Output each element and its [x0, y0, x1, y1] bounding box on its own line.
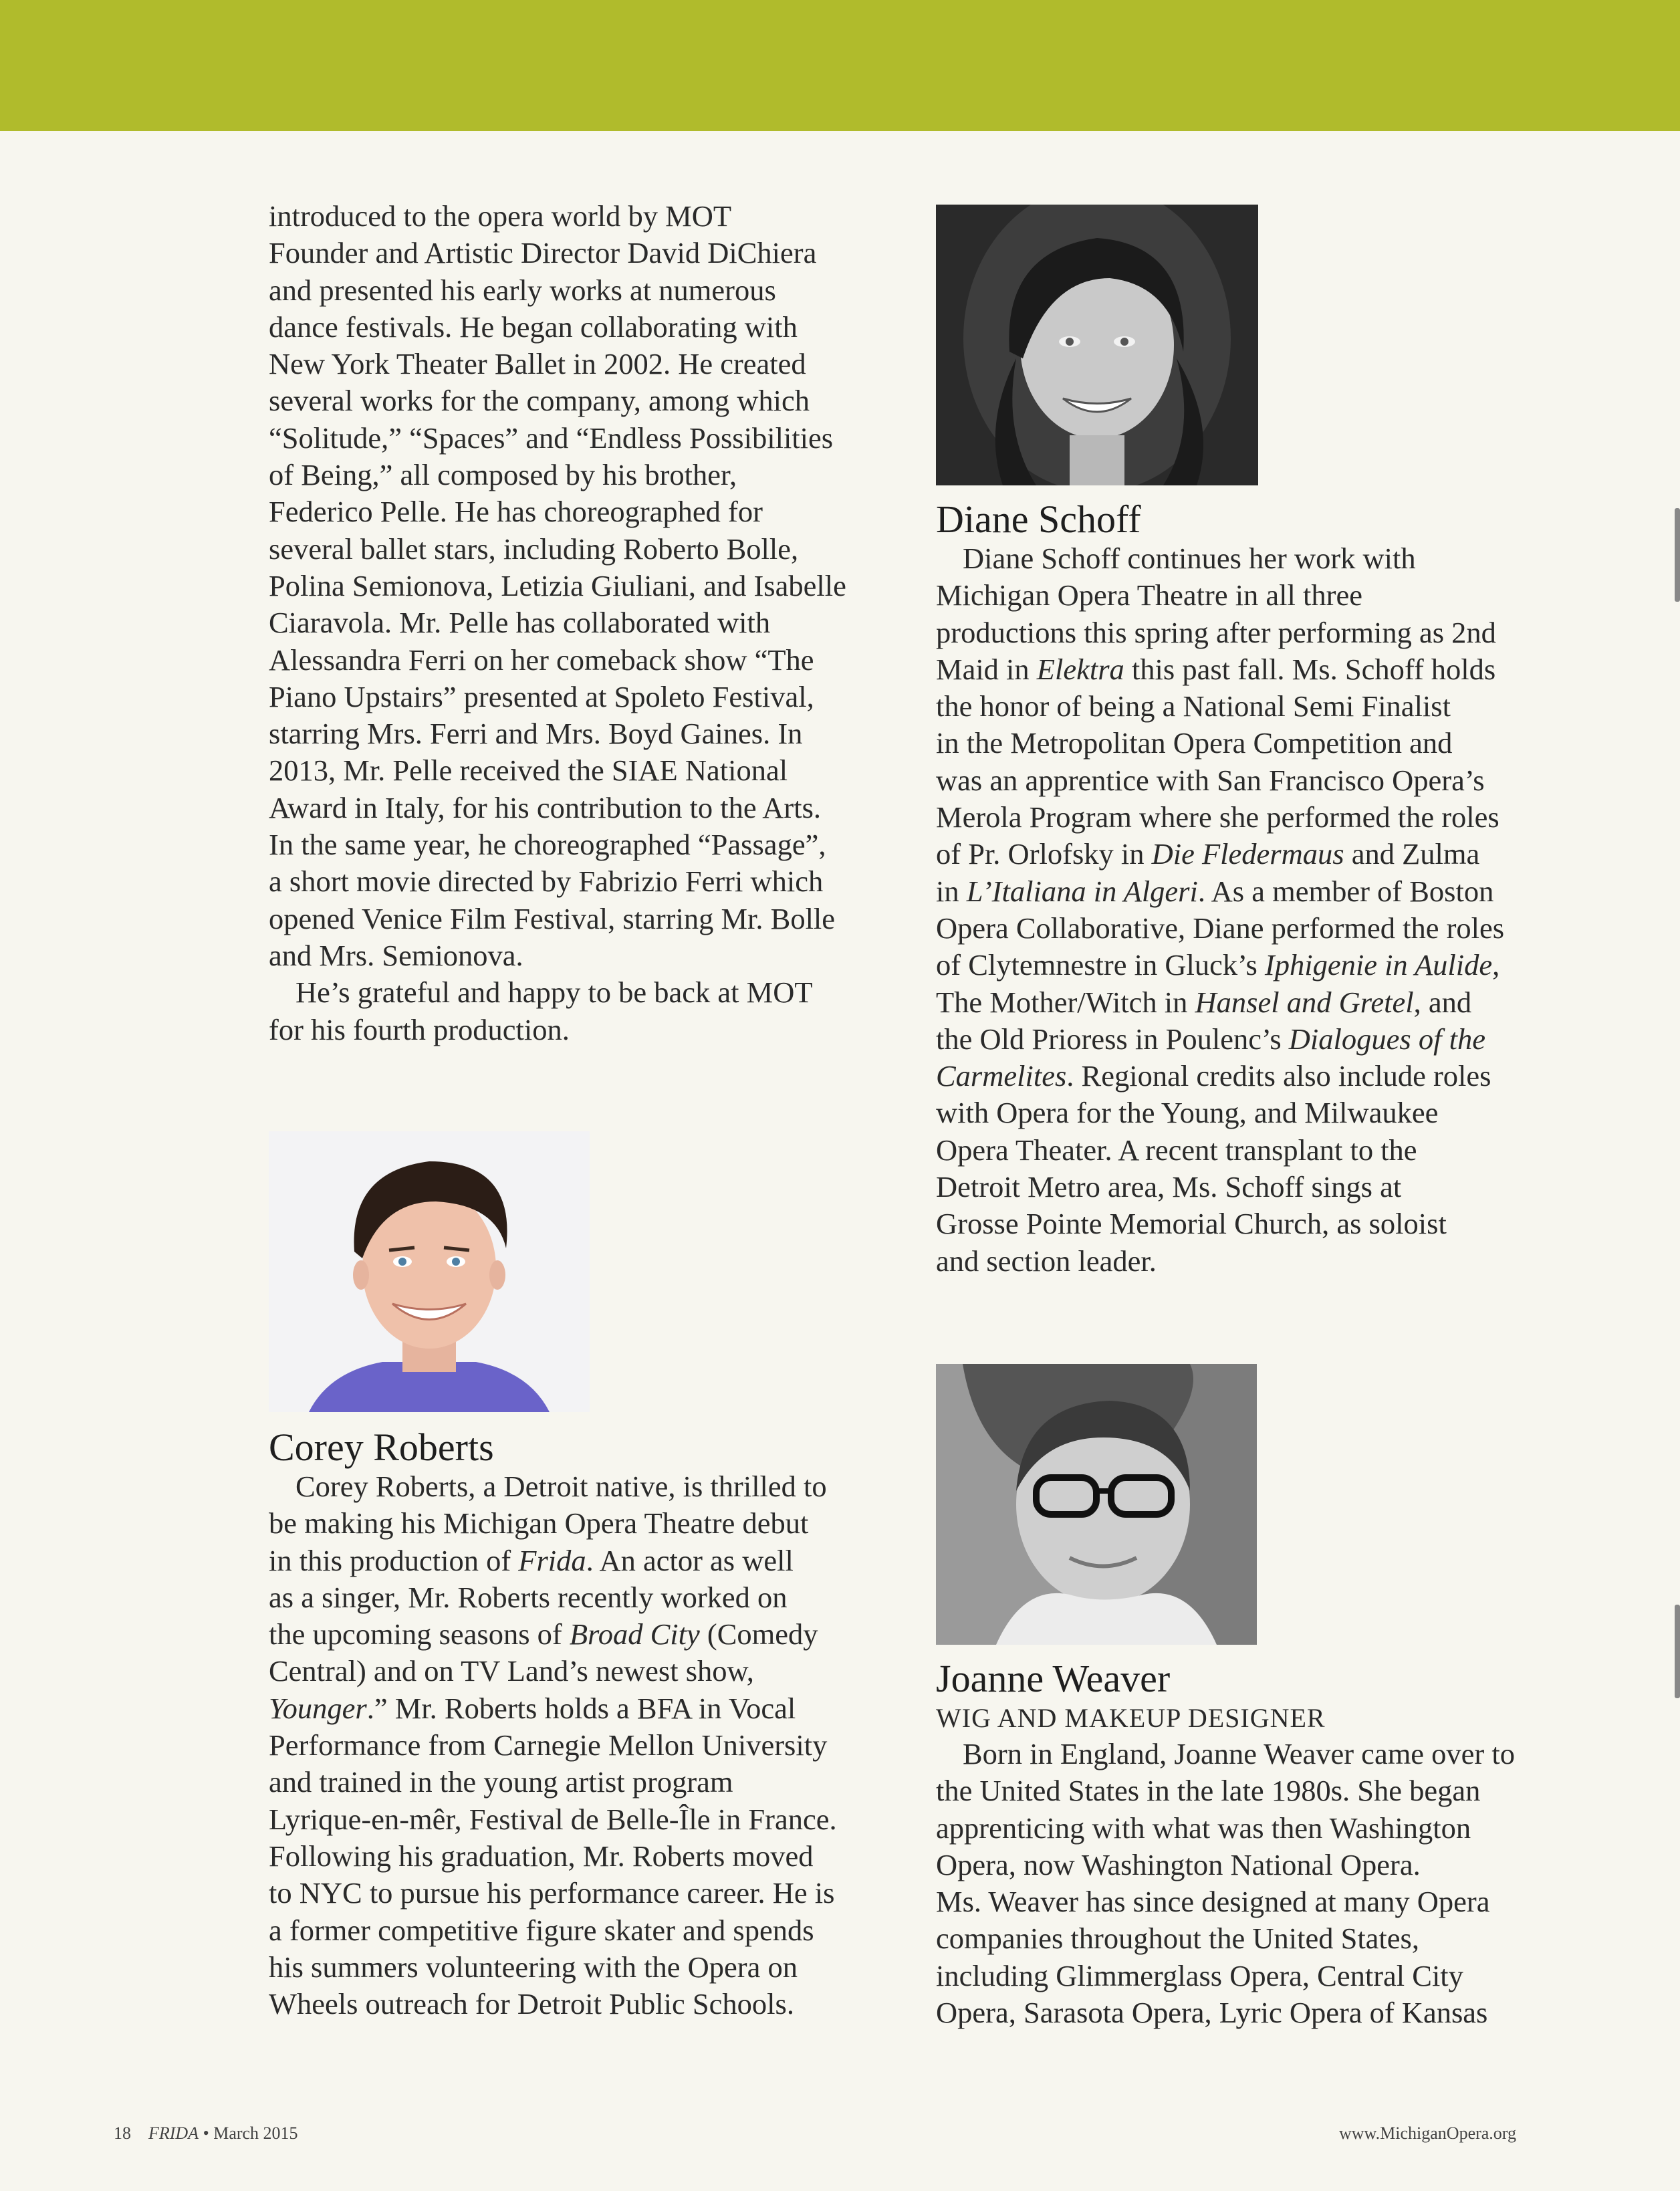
text-line: in L’Italiana in Algeri. As a member of Boston: [936, 874, 1494, 908]
text-line: Diane Schoff continues her work with: [963, 542, 1416, 575]
left-column: [269, 198, 897, 1048]
text-line: Carmelites. Regional credits also include roles: [936, 1059, 1491, 1093]
diane-schoff-bio: [936, 497, 1578, 1280]
text-line: Born in England, Joanne Weaver came over to: [963, 1737, 1515, 1770]
text-line: Central) and on TV Land’s newest show,: [269, 1654, 754, 1688]
text-line: Award in Italy, for his contribution to the Arts.: [269, 790, 822, 824]
text-line: be making his Michigan Opera Theatre debut: [269, 1506, 809, 1540]
text-line: of Pr. Orlofsky in Die Fledermaus and Zulma: [936, 837, 1480, 871]
text-line: “Solitude,” “Spaces” and “Endless Possibilities: [269, 421, 834, 455]
text-line: Grosse Pointe Memorial Church, as soloist: [936, 1207, 1447, 1241]
text-line: Opera Theater. A recent transplant to the: [936, 1133, 1417, 1167]
text-line: several ballet stars, including Roberto Bolle,: [269, 532, 799, 566]
text-line: introduced to the opera world by MOT: [269, 199, 732, 233]
text-line: He’s grateful and happy to be back at MOT: [295, 975, 813, 1010]
text-line: several works for the company, among which: [269, 384, 810, 418]
text-line: The Mother/Witch in Hansel and Gretel, and: [936, 985, 1472, 1019]
binding-edge-mark: [1675, 1605, 1680, 1698]
publication-title: FRIDA: [148, 2123, 199, 2143]
text-line: Polina Semionova, Letizia Giuliani, and Isabelle: [269, 568, 846, 602]
bio-role-title: WIG AND MAKEUP DESIGNER: [936, 1703, 1326, 1733]
issue-date: March 2015: [213, 2123, 298, 2143]
corey-roberts-bio: [269, 1425, 897, 2023]
text-line: Ciaravola. Mr. Pelle has collaborated with: [269, 606, 771, 640]
text-line: dance festivals. He began collaborating with: [269, 310, 798, 344]
text-line: with Opera for the Young, and Milwaukee: [936, 1096, 1439, 1130]
text-line: Corey Roberts, a Detroit native, is thrilled to: [295, 1470, 827, 1503]
text-line: apprenticing with what was then Washington: [936, 1811, 1471, 1845]
page-footer-left: [114, 2123, 298, 2144]
corey-roberts-headshot: [269, 1131, 590, 1412]
text-line: his summers volunteering with the Opera on: [269, 1950, 798, 1984]
text-line: Performance from Carnegie Mellon University: [269, 1728, 828, 1762]
text-line: In the same year, he choreographed “Passage”,: [269, 828, 826, 862]
joanne-weaver-bio: [936, 1657, 1578, 2031]
text-line: starring Mrs. Ferri and Mrs. Boyd Gaines. In: [269, 717, 803, 751]
text-line: Maid in Elektra this past fall. Ms. Schoff holds: [936, 652, 1496, 686]
text-line: Piano Upstairs” presented at Spoleto Festival,: [269, 679, 814, 713]
binding-edge-mark: [1675, 508, 1680, 602]
text-line: Alessandra Ferri on her comeback show “The: [269, 643, 814, 677]
text-line: in the Metropolitan Opera Competition and: [936, 726, 1453, 760]
joanne-weaver-photo: [936, 1364, 1257, 1645]
text-line: Founder and Artistic Director David DiChiera: [269, 236, 817, 270]
text-line: Detroit Metro area, Ms. Schoff sings at: [936, 1170, 1402, 1204]
text-line: and presented his early works at numerous: [269, 273, 776, 307]
text-line: Opera, now Washington National Opera.: [936, 1847, 1421, 1881]
text-line: including Glimmerglass Opera, Central City: [936, 1958, 1463, 1992]
text-line: New York Theater Ballet in 2002. He created: [269, 347, 806, 381]
text-line: the honor of being a National Semi Finalist: [936, 689, 1451, 723]
bio-name-corey-roberts: Corey Roberts: [269, 1425, 494, 1469]
bio-name-joanne-weaver: Joanne Weaver: [936, 1657, 1171, 1700]
website-link[interactable]: www.MichiganOpera.org: [1339, 2123, 1516, 2143]
text-line: Merola Program where she performed the roles: [936, 800, 1499, 834]
text-line: Following his graduation, Mr. Roberts moved: [269, 1839, 814, 1873]
bio-name-diane-schoff: Diane Schoff: [936, 497, 1141, 541]
text-line: Ms. Weaver has since designed at many Opera: [936, 1885, 1490, 1919]
text-line: was an apprentice with San Francisco Opera’s: [936, 763, 1485, 797]
footer-separator: •: [199, 2123, 214, 2143]
text-line: Michigan Opera Theatre in all three: [936, 578, 1362, 612]
text-line: the United States in the late 1980s. She began: [936, 1774, 1481, 1808]
text-line: of Being,” all composed by his brother,: [269, 458, 737, 492]
text-line: and section leader.: [936, 1244, 1157, 1278]
text-line: the upcoming seasons of Broad City (Comedy: [269, 1617, 818, 1651]
text-line: for his fourth production.: [269, 1012, 570, 1046]
text-line: as a singer, Mr. Roberts recently worked on: [269, 1580, 788, 1614]
text-line: a short movie directed by Fabrizio Ferri which: [269, 864, 824, 899]
text-line: in this production of Frida. An actor as well: [269, 1543, 794, 1577]
text-line: the Old Prioress in Poulenc’s Dialogues of the: [936, 1022, 1485, 1056]
text-line: and Mrs. Semionova.: [269, 938, 523, 972]
diane-schoff-headshot: [936, 205, 1258, 485]
text-line: Wheels outreach for Detroit Public Schools.: [269, 1987, 794, 2021]
text-line: Opera Collaborative, Diane performed the roles: [936, 911, 1505, 945]
text-line: of Clytemnestre in Gluck’s Iphigenie in Aulide,: [936, 948, 1500, 982]
header-color-band: [0, 0, 1680, 131]
text-line: productions this spring after performing as 2nd: [936, 615, 1496, 649]
text-line: Opera, Sarasota Opera, Lyric Opera of Kansas: [936, 1996, 1488, 2030]
page-number: 18: [114, 2123, 131, 2143]
text-line: to NYC to pursue his performance career. He is: [269, 1876, 835, 1910]
text-line: Younger.” Mr. Roberts holds a BFA in Vocal: [269, 1691, 796, 1725]
text-line: opened Venice Film Festival, starring Mr. Bolle: [269, 901, 836, 935]
text-line: 2013, Mr. Pelle received the SIAE National: [269, 754, 788, 788]
text-line: Lyrique-en-mêr, Festival de Belle-Île in France.: [269, 1802, 837, 1836]
text-line: and trained in the young artist program: [269, 1765, 733, 1799]
text-line: companies throughout the United States,: [936, 1922, 1419, 1956]
text-line: Federico Pelle. He has choreographed for: [269, 495, 763, 529]
text-line: a former competitive figure skater and spends: [269, 1913, 814, 1947]
pelle-bio-continued: [269, 198, 897, 1048]
